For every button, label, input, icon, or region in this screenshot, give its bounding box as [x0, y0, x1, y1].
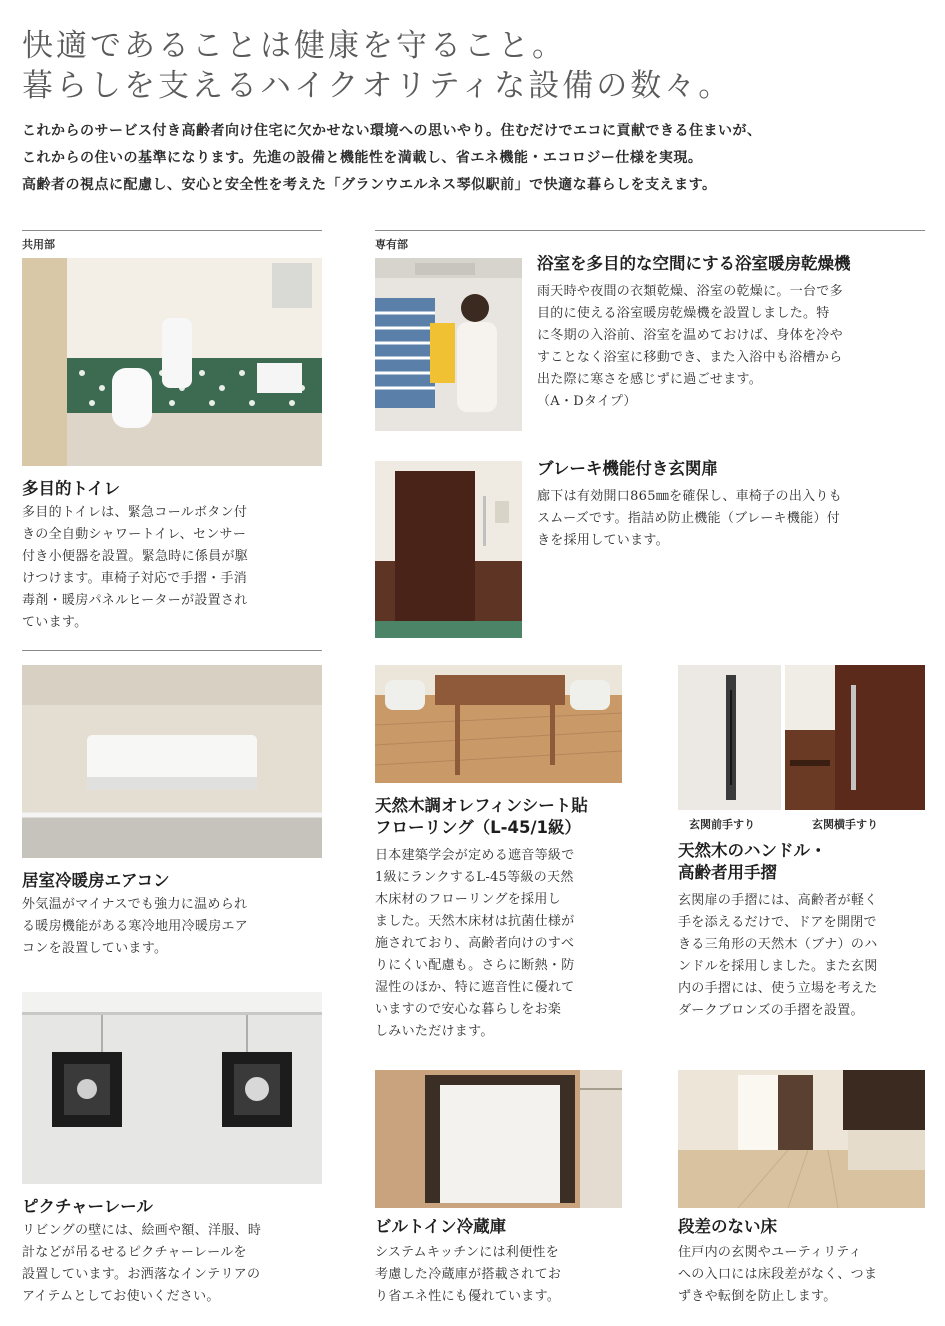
bathroom-line: すことなく浴室に移動でき、また入浴中も浴槽から: [537, 350, 843, 365]
flooring-line: いますので安心な暮らしをお楽: [375, 1002, 562, 1017]
intro-text: [22, 118, 927, 199]
barrier-free-floor-description: [678, 1242, 877, 1308]
section-label-private: 専有部: [375, 238, 408, 251]
flooring-line: しみいただけます。: [375, 1024, 494, 1039]
side-handrail-caption: 玄関横手すり: [812, 818, 878, 831]
front-handrail-caption: 玄関前手すり: [689, 818, 755, 831]
toilet-title: 多目的トイレ: [22, 479, 121, 498]
door-line: きを採用しています。: [537, 533, 669, 548]
bathroom-line: 雨天時や夜間の衣類乾燥、浴室の乾燥に。一台で多: [537, 284, 843, 299]
toilet-description: [22, 502, 248, 634]
section-label-common: 共用部: [22, 238, 55, 251]
fridge-description: [375, 1242, 561, 1308]
door-line: 廊下は有効開口865㎜を確保し、車椅子の出入りも: [537, 489, 843, 504]
picture-rail-line: 計などが吊るせるピクチャーレールを: [22, 1245, 247, 1260]
fridge-line: 考慮した冷蔵庫が搭載されてお: [375, 1267, 562, 1282]
aircon-photo: [22, 665, 322, 858]
common-divider: [22, 230, 322, 231]
flooring-photo: [375, 665, 622, 783]
bathroom-dryer-description: [537, 281, 843, 413]
fridge-line: り省エネ性にも優れています。: [375, 1289, 561, 1304]
door-line: スムーズです。指詰め防止機能（ブレーキ機能）付: [537, 511, 841, 526]
aircon-line: 外気温がマイナスでも強力に温められ: [22, 897, 248, 912]
aircon-description: [22, 894, 248, 960]
intro-line: これからの住いの基準になります。先進の設備と機能性を満載し、省エネ機能・エコロジー仕様を実現。: [22, 150, 703, 166]
intro-line: これからのサービス付き高齢者向け住宅に欠かせない環境への思いやり。住むだけでエコに貢献できる住まいが、: [22, 123, 762, 139]
floor-line: への入口には床段差がなく、つま: [678, 1267, 878, 1282]
flooring-line: 木床材のフローリングを採用し: [375, 892, 561, 907]
handrail-line: 玄関扉の手摺には、高齢者が軽く: [678, 893, 878, 908]
toilet-line: 毒剤・暖房パネルヒーターが設置され: [22, 593, 248, 608]
toilet-line: きの全自動シャワートイレ、センサー: [22, 527, 247, 542]
flooring-description: [375, 845, 575, 1043]
bathroom-dryer-photo: [375, 258, 522, 431]
picture-rail-line: アイテムとしてお使いください。: [22, 1289, 220, 1304]
handrail-line: ンドルを採用しました。また玄関: [678, 959, 878, 974]
handrail-description: [678, 890, 878, 1022]
handrail-line: きる三角形の天然木（ブナ）のハ: [678, 937, 878, 952]
picture-rail-title: ピクチャーレール: [22, 1197, 153, 1216]
common-bottom-divider: [22, 650, 322, 651]
flooring-title-line: 天然木調オレフィンシート貼: [375, 796, 588, 815]
aircon-line: コンを設置しています。: [22, 941, 168, 956]
picture-rail-line: リビングの壁には、絵画や額、洋服、時: [22, 1223, 262, 1238]
toilet-line: 多目的トイレは、緊急コールボタン付: [22, 505, 248, 520]
entrance-door-photo: [375, 461, 522, 638]
bathroom-dryer-title: 浴室を多目的な空間にする浴室暖房乾燥機: [537, 254, 851, 273]
barrier-free-floor-photo: [678, 1070, 925, 1208]
entrance-door-title: ブレーキ機能付き玄関扉: [537, 459, 718, 478]
floor-line: ずきや転倒を防止します。: [678, 1289, 837, 1304]
entrance-door-description: [537, 486, 842, 552]
bathroom-line: （A・Dタイプ）: [537, 394, 637, 409]
fridge-line: システムキッチンには利便性を: [375, 1245, 559, 1260]
headline-line-2: 暮らしを支えるハイクオリティな設備の数々。: [22, 68, 733, 104]
headline-line-1: 快適であることは健康を守ること。: [22, 28, 566, 64]
flooring-line: 日本建築学会が定める遮音等級で: [375, 848, 575, 863]
handrail-title-line: 天然木のハンドル・: [678, 841, 827, 860]
side-handrail-photo: [785, 665, 925, 810]
handrail-title-line: 高齢者用手摺: [678, 863, 777, 882]
private-divider: [375, 230, 925, 231]
floor-line: 住戸内の玄関やユーティリティ: [678, 1245, 862, 1260]
fridge-photo: [375, 1070, 622, 1208]
handrail-line: 内の手摺には、使う立場を考えた: [678, 981, 878, 996]
handrail-line: ダークブロンズの手摺を設置。: [678, 1003, 864, 1018]
toilet-photo: [22, 258, 322, 466]
flooring-line: 1級にランクするL-45等級の天然: [375, 870, 574, 885]
flooring-title-line: フローリング（L-45/1級）: [375, 818, 582, 837]
handrail-title: [678, 840, 827, 884]
flooring-line: ました。天然木床材は抗菌仕様が: [375, 914, 575, 929]
flooring-line: りにくい配慮も。さらに断熱・防: [375, 958, 575, 973]
flooring-line: 湿性のほか、特に遮音性に優れて: [375, 980, 575, 995]
picture-rail-description: [22, 1220, 261, 1308]
flooring-line: 施されており、高齢者向けのすべ: [375, 936, 575, 951]
picture-rail-line: 設置しています。お洒落なインテリアの: [22, 1267, 261, 1282]
bathroom-line: 目的に使える浴室暖房乾燥機を設置しました。特: [537, 306, 830, 321]
front-handrail-photo: [678, 665, 781, 810]
bathroom-line: に冬期の入浴前、浴室を温めておけば、身体を冷や: [537, 328, 843, 343]
handrail-line: 手を添えるだけで、ドアを開閉で: [678, 915, 877, 930]
bathroom-line: 出た際に寒さを感じずに過ごせます。: [537, 372, 763, 387]
aircon-line: る暖房機能がある寒冷地用冷暖房エア: [22, 919, 249, 934]
fridge-title: ビルトイン冷蔵庫: [375, 1217, 507, 1236]
barrier-free-floor-title: 段差のない床: [678, 1217, 777, 1236]
intro-line: 高齢者の視点に配慮し、安心と安全性を考えた「グランウエルネス琴似駅前」で快適な暮らしを支えます。: [22, 177, 717, 193]
flooring-title: [375, 795, 588, 839]
toilet-line: 付き小便器を設置。緊急時に係員が駆: [22, 549, 249, 564]
picture-rail-photo: [22, 992, 322, 1184]
toilet-line: ています。: [22, 615, 88, 630]
aircon-title: 居室冷暖房エアコン: [22, 871, 170, 890]
toilet-line: けつけます。車椅子対応で手摺・手消: [22, 571, 248, 586]
